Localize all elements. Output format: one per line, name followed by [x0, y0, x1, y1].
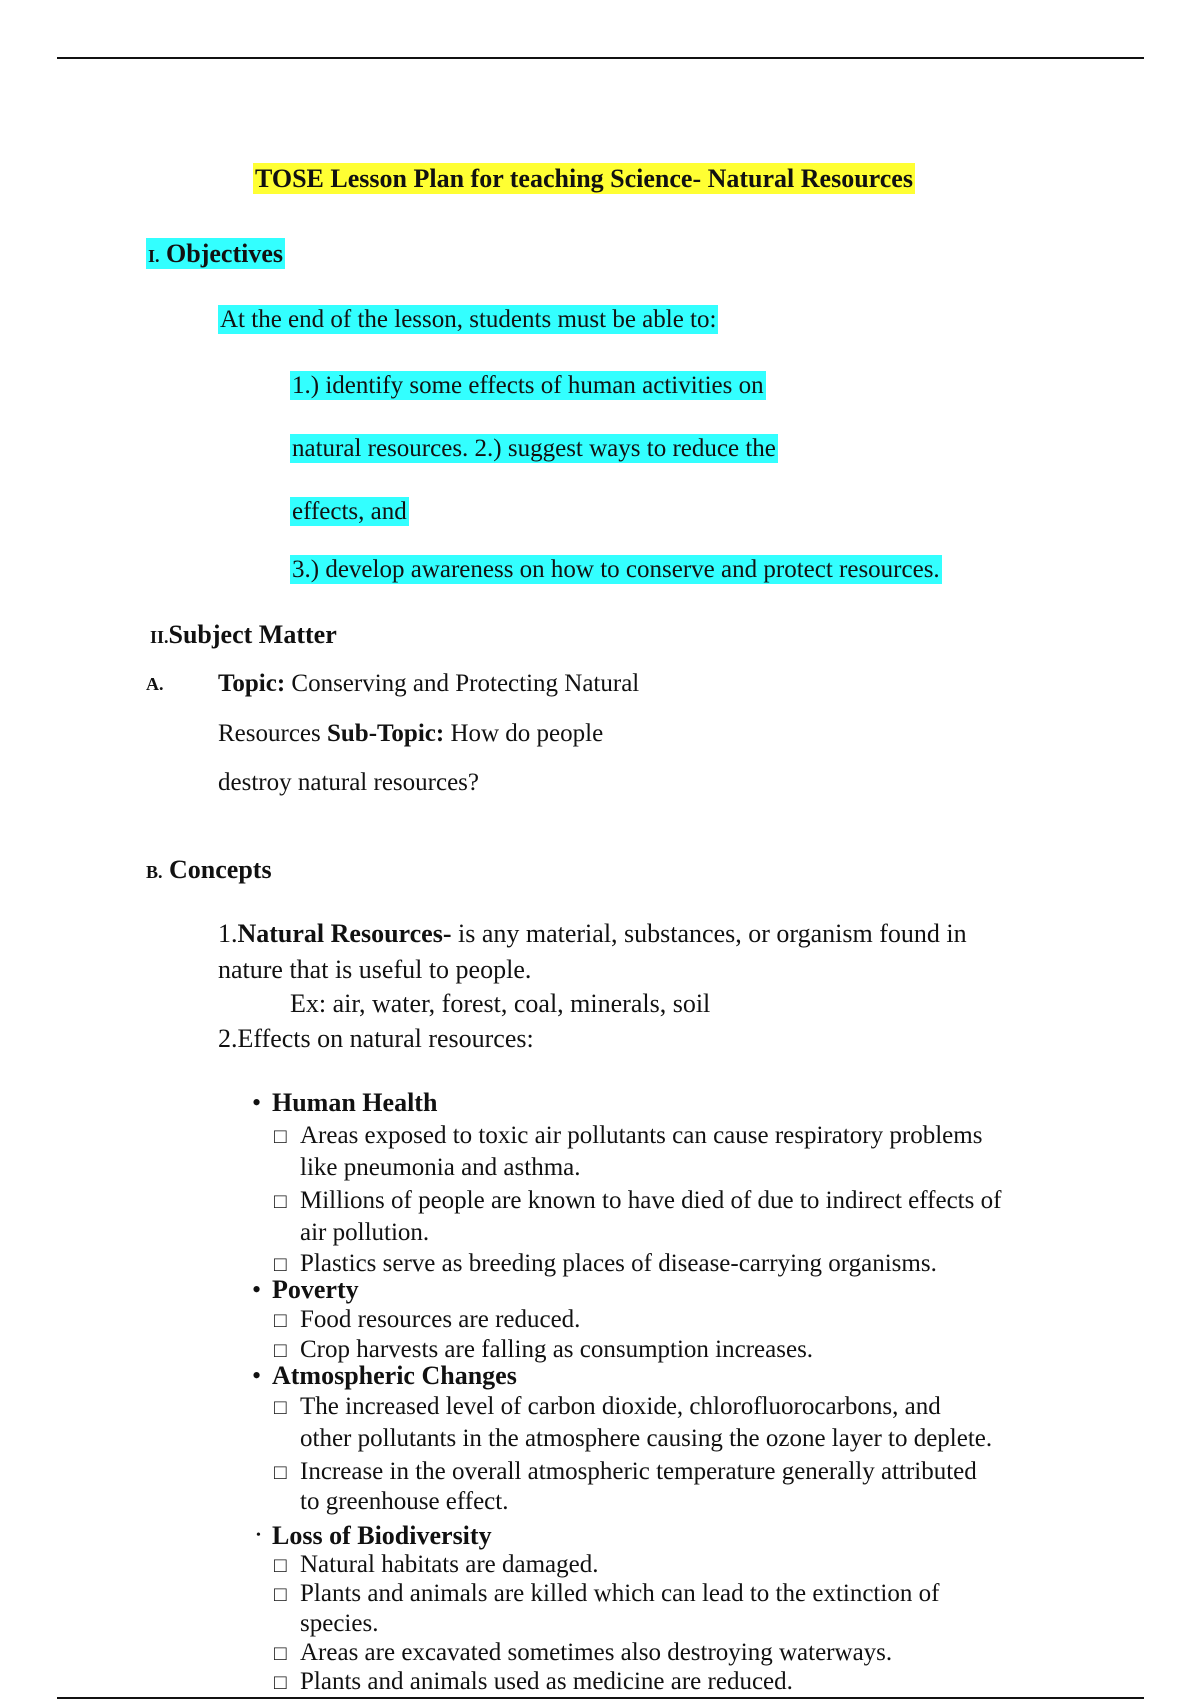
- subject-matter-heading: [150, 620, 337, 652]
- concept-1-example: Ex: air, water, forest, coal, minerals, soil: [290, 989, 711, 1018]
- atmospheric-item-1-line-2: other pollutants in the atmosphere causing the ozone layer to deplete.: [300, 1425, 993, 1452]
- bottom-rule: [57, 1697, 1144, 1699]
- biodiversity-item-2-line-2: species.: [300, 1610, 379, 1637]
- concept-1-text: is any material, substances, or organism found in: [451, 919, 967, 948]
- objective-line-4: 3.) develop awareness on how to conserve and protect resources.: [292, 556, 940, 583]
- biodiversity-item-1-line-1: Natural habitats are damaged.: [300, 1551, 599, 1578]
- biodiversity-item-2-line-1: Plants and animals are killed which can lead to the extinction of: [300, 1580, 940, 1607]
- human-health-item-1-line-1: Areas exposed to toxic air pollutants can cause respiratory problems: [300, 1122, 983, 1149]
- poverty-item-2-line-1: Crop harvests are falling as consumption increases.: [300, 1336, 814, 1363]
- objectives-heading: [146, 239, 285, 271]
- subject-matter-roman: II.: [150, 627, 169, 647]
- concept-1-line-2: nature that is useful to people.: [218, 955, 532, 984]
- poverty-item-1-line-1: Food resources are reduced.: [300, 1306, 581, 1333]
- objective-line-2: natural resources. 2.) suggest ways to reduce the: [292, 435, 776, 462]
- atmospheric-title: Atmospheric Changes: [272, 1361, 517, 1390]
- human-health-item-3-line-1: Plastics serve as breeding places of disease-carrying organisms.: [300, 1250, 937, 1277]
- checkbox-square-icon: □: [274, 1553, 287, 1577]
- top-rule: [57, 57, 1144, 59]
- bullet-icon: •: [252, 1275, 262, 1304]
- checkbox-square-icon: □: [274, 1124, 287, 1148]
- atmospheric-item-2-line-2: to greenhouse effect.: [300, 1488, 509, 1515]
- concept-1-line-1: [218, 919, 967, 949]
- topic-label: Topic:: [218, 670, 286, 697]
- atmospheric-item-2-line-1: Increase in the overall atmospheric temperature generally attributed: [300, 1458, 977, 1485]
- topic-line: [218, 669, 639, 699]
- objectives-roman: I.: [148, 246, 160, 266]
- concepts-roman: B.: [146, 862, 163, 882]
- checkbox-square-icon: □: [274, 1460, 287, 1484]
- topic-text: Conserving and Protecting Natural: [285, 670, 640, 697]
- topic-continuation: Resources: [218, 720, 327, 747]
- checkbox-square-icon: □: [274, 1395, 287, 1419]
- checkbox-square-icon: □: [274, 1308, 287, 1332]
- checkbox-square-icon: □: [274, 1252, 287, 1276]
- checkbox-square-icon: □: [274, 1670, 287, 1694]
- objective-line-3: effects, and: [292, 498, 407, 525]
- human-health-title: Human Health: [272, 1088, 438, 1117]
- bullet-icon: •: [252, 1361, 262, 1390]
- checkbox-square-icon: □: [274, 1189, 287, 1213]
- biodiversity-item-3-line-1: Areas are excavated sometimes also destroying waterways.: [300, 1639, 893, 1666]
- document-title: [253, 164, 915, 194]
- poverty-title: Poverty: [272, 1275, 359, 1304]
- biodiversity-title: Loss of Biodiversity: [272, 1521, 492, 1550]
- atmospheric-item-1-line-1: The increased level of carbon dioxide, chlorofluorocarbons, and: [300, 1393, 941, 1420]
- subtopic-text: How do people: [444, 720, 604, 747]
- checkbox-square-icon: □: [274, 1338, 287, 1362]
- concepts-heading-text: Concepts: [169, 855, 272, 884]
- concept-1-number: 1.: [218, 919, 238, 948]
- bullet-icon: •: [252, 1088, 262, 1117]
- subtopic-label: Sub-Topic:: [327, 720, 445, 747]
- concept-2: 2.Effects on natural resources:: [218, 1024, 534, 1053]
- checkbox-square-icon: □: [274, 1641, 287, 1665]
- subtopic-continuation: destroy natural resources?: [218, 769, 479, 796]
- concepts-heading: [146, 855, 272, 887]
- objectives-heading-text: Objectives: [166, 239, 283, 268]
- objective-line-1: 1.) identify some effects of human activities on: [292, 372, 764, 399]
- concept-1-label: Natural Resources-: [237, 919, 452, 948]
- checkbox-square-icon: □: [274, 1582, 287, 1606]
- human-health-item-2-line-1: Millions of people are known to have died of due to indirect effects of: [300, 1187, 1002, 1214]
- human-health-item-1-line-2: like pneumonia and asthma.: [300, 1154, 581, 1181]
- bullet-icon: •: [256, 1528, 261, 1543]
- human-health-item-2-line-2: air pollution.: [300, 1219, 430, 1246]
- title-text: TOSE Lesson Plan for teaching Science- Natural Resources: [255, 164, 913, 193]
- subtopic-line: [218, 719, 603, 749]
- subject-matter-heading-text: Subject Matter: [168, 620, 337, 649]
- biodiversity-item-4-line-1: Plants and animals used as medicine are reduced.: [300, 1668, 793, 1695]
- subject-letter-a: A.: [146, 674, 164, 694]
- objectives-intro: At the end of the lesson, students must be able to:: [220, 306, 717, 333]
